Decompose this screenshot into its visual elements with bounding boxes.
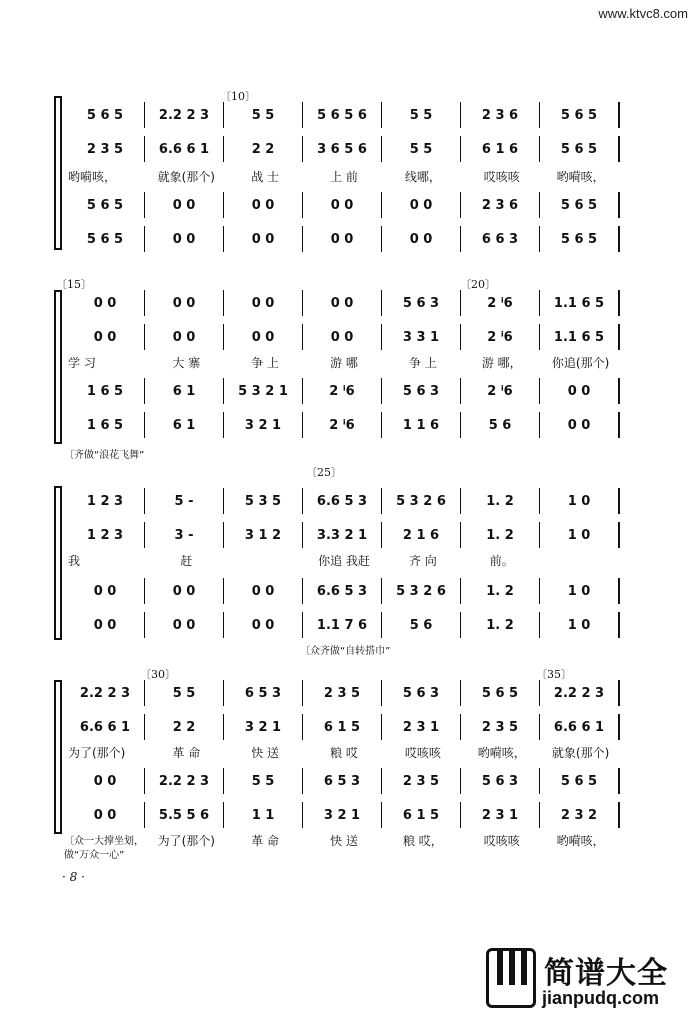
- measure: 1. 2: [461, 578, 540, 604]
- measure: 2 ⁱ6: [461, 378, 540, 404]
- measure: 5 6 3: [382, 290, 461, 316]
- measure: 2 ⁱ6: [461, 324, 540, 350]
- measure: 5 6 5: [540, 102, 620, 128]
- lyric: 就象(那个): [157, 169, 215, 184]
- measure: 0 0: [224, 578, 303, 604]
- measure: 1.1 6 5: [540, 324, 620, 350]
- measure: 0 0: [66, 324, 145, 350]
- measure: 0 0: [382, 192, 461, 218]
- measure: 0 0: [145, 226, 224, 252]
- logo-name: 简谱大全: [544, 956, 668, 991]
- measure: 2 2: [145, 714, 224, 740]
- measure: 1 1 6: [382, 412, 461, 438]
- site-url: www.ktvc8.com: [598, 6, 688, 21]
- measure: 6 1: [145, 378, 224, 404]
- lyric: 赶: [180, 553, 193, 568]
- measure: 2.2 2 3: [540, 680, 620, 706]
- lyric: 学 习: [68, 355, 96, 370]
- measure: 5 3 5: [224, 488, 303, 514]
- measure: 0 0: [145, 192, 224, 218]
- measure: 2 2: [224, 136, 303, 162]
- measure: 5 3 2 6: [382, 578, 461, 604]
- measure: 5 5: [224, 768, 303, 794]
- measure: 0 0: [145, 612, 224, 638]
- measure: 3 6 5 6: [303, 136, 382, 162]
- measure: 1 1: [224, 802, 303, 828]
- system-left-barline: [60, 96, 62, 250]
- measure: 0 0: [382, 226, 461, 252]
- part-row-3: [66, 578, 620, 604]
- measure: 6 1: [145, 412, 224, 438]
- measure: 0 0: [303, 192, 382, 218]
- lyric: 线哪，: [404, 169, 441, 184]
- lyric: 争 上: [251, 355, 280, 370]
- measure: 3.3 2 1: [303, 522, 382, 548]
- lyric: 粮 哎，: [402, 833, 443, 848]
- measure: 5 6 5: [540, 226, 620, 252]
- measure: 0 0: [303, 290, 382, 316]
- measure: 0 0: [224, 192, 303, 218]
- measure: 2 3 1: [382, 714, 461, 740]
- part-row-4: [66, 802, 620, 828]
- lyric-row: [68, 166, 620, 186]
- performance-annotation-2: 做“万众一心”: [64, 850, 125, 861]
- measure: 6 1 6: [461, 136, 540, 162]
- system-left-barline: [60, 290, 62, 444]
- measure: 0 0: [303, 226, 382, 252]
- measure: 5.5 5 6: [145, 802, 224, 828]
- measure: 0 0: [145, 324, 224, 350]
- part-row-4: [66, 226, 620, 252]
- bar-number-30: 〔30〕: [140, 668, 176, 681]
- lyric: 革 命: [251, 833, 280, 848]
- measure: 2 3 5: [66, 136, 145, 162]
- measure: 2 ⁱ6: [303, 412, 382, 438]
- part-row-1: [66, 488, 620, 514]
- measure: 1. 2: [461, 488, 540, 514]
- measure: 1 2 3: [66, 488, 145, 514]
- measure: 6 5 3: [224, 680, 303, 706]
- measure: 0 0: [145, 578, 224, 604]
- part-row-4: [66, 412, 620, 438]
- score-system-4: [60, 668, 620, 861]
- lyric: 战 士: [251, 169, 280, 184]
- measure: 6.6 5 3: [303, 488, 382, 514]
- measure: 0 0: [540, 378, 620, 404]
- measure: 5 5: [224, 102, 303, 128]
- measure: 2 3 5: [382, 768, 461, 794]
- measure: 2 ⁱ6: [461, 290, 540, 316]
- measure: 1 0: [540, 612, 620, 638]
- measure: 0 0: [224, 324, 303, 350]
- measure: 5 6 3: [382, 378, 461, 404]
- measure: 5 3 2 1: [224, 378, 303, 404]
- measure: 6 6 3: [461, 226, 540, 252]
- measure: 6.6 6 1: [145, 136, 224, 162]
- system-left-barline: [60, 680, 62, 834]
- page-number: · 8 ·: [62, 870, 85, 884]
- part-row-2: [66, 714, 620, 740]
- measure: 2 3 5: [303, 680, 382, 706]
- bar-number-35: 〔35〕: [536, 668, 572, 681]
- measure: 1. 2: [461, 522, 540, 548]
- measure: 2 1 6: [382, 522, 461, 548]
- measure: 5 3 2 6: [382, 488, 461, 514]
- part-row-1: [66, 290, 620, 316]
- measure: 2 3 2: [540, 802, 620, 828]
- measure: 2 3 1: [461, 802, 540, 828]
- lyric: 上 前: [330, 169, 358, 184]
- measure: 1 6 5: [66, 378, 145, 404]
- measure: 2 3 5: [461, 714, 540, 740]
- lyric: 粮 哎: [330, 745, 358, 760]
- part-row-4: [66, 612, 620, 638]
- measure: 5 -: [145, 488, 224, 514]
- piano-keys-icon: [486, 948, 536, 1008]
- part-row-2: [66, 324, 620, 350]
- measure: 0 0: [66, 768, 145, 794]
- measure: 1.1 7 6: [303, 612, 382, 638]
- measure: 0 0: [303, 324, 382, 350]
- part-row-3: [66, 378, 620, 404]
- measure: 2 3 6: [461, 102, 540, 128]
- measure: 5 6 5: [66, 192, 145, 218]
- measure: 2 ⁱ6: [303, 378, 382, 404]
- lyric: 快 送: [330, 833, 358, 848]
- score-system-2: [56, 278, 620, 461]
- measure: 5 6 5: [461, 680, 540, 706]
- lyric: 哟嗬咳，: [477, 745, 526, 760]
- lyric-row: [68, 550, 620, 570]
- part-row-3: [66, 768, 620, 794]
- lyric: 就象(那个): [551, 745, 610, 760]
- part-row-3: [66, 192, 620, 218]
- measure: 6.6 5 3: [303, 578, 382, 604]
- lyric-row: [68, 352, 620, 372]
- lyric: 争 上: [408, 355, 437, 370]
- measure: 5 6 5: [540, 136, 620, 162]
- lyric: 你追(那个): [551, 355, 610, 370]
- bar-number-20: 〔20〕: [460, 278, 496, 291]
- lyric: 为了(那个): [68, 745, 126, 760]
- measure: 3 -: [145, 522, 224, 548]
- performance-annotation: 〔齐做“浪花飞舞”: [64, 450, 145, 461]
- measure: 1 0: [540, 488, 620, 514]
- measure: 5 6 5 6: [303, 102, 382, 128]
- lyric: 大 寨: [172, 355, 201, 370]
- part-row-1: [66, 102, 620, 128]
- measure: 5 5: [382, 136, 461, 162]
- score-system-3: [60, 466, 620, 657]
- measure: 3 2 1: [303, 802, 382, 828]
- lyric: 哎咳咳: [404, 745, 441, 760]
- measure: 2.2 2 3: [66, 680, 145, 706]
- lyric: 游 哪，: [481, 355, 522, 370]
- measure: 5 6 5: [540, 768, 620, 794]
- measure: 3 1 2: [224, 522, 303, 548]
- lyric: 我: [68, 553, 81, 568]
- measure: 6.6 6 1: [66, 714, 145, 740]
- measure: 0 0: [224, 226, 303, 252]
- lyric: 前。: [489, 553, 514, 568]
- measure: 5 6 5: [66, 102, 145, 128]
- measure: 0 0: [66, 290, 145, 316]
- lyric: 哎咳咳: [483, 833, 520, 848]
- lyric-row: [68, 742, 620, 762]
- measure: 2.2 2 3: [145, 768, 224, 794]
- lyric: 你追 我赶: [318, 553, 370, 568]
- lyric: 快 送: [251, 745, 280, 760]
- measure: 5 6 3: [382, 680, 461, 706]
- lyric: 哎咳咳: [483, 169, 520, 184]
- measure: 0 0: [66, 578, 145, 604]
- part-row-2: [66, 522, 620, 548]
- measure: 5 5: [145, 680, 224, 706]
- measure: 1 0: [540, 578, 620, 604]
- measure: 6 5 3: [303, 768, 382, 794]
- measure: 6 1 5: [382, 802, 461, 828]
- measure: 0 0: [145, 290, 224, 316]
- measure: 5 6 5: [66, 226, 145, 252]
- measure: 5 6: [461, 412, 540, 438]
- logo-url: jianpudq.com: [542, 988, 659, 1008]
- lyric: 为了(那个): [157, 833, 215, 848]
- measure: 5 6 5: [540, 192, 620, 218]
- lyric-row-2: [68, 830, 620, 850]
- lyric: 哟嗬咳，: [556, 169, 605, 184]
- part-row-1: [66, 680, 620, 706]
- score-system-1: [60, 90, 620, 256]
- measure: 0 0: [66, 802, 145, 828]
- lyric: 革 命: [172, 745, 201, 760]
- measure: 0 0: [540, 412, 620, 438]
- lyric: 游 哪: [330, 355, 358, 370]
- measure: 0 0: [224, 612, 303, 638]
- measure: 6.6 6 1: [540, 714, 620, 740]
- measure: 3 2 1: [224, 714, 303, 740]
- measure: 2 3 6: [461, 192, 540, 218]
- measure: 5 6 3: [461, 768, 540, 794]
- performance-annotation: 〔众齐做“自转搭巾”: [300, 646, 391, 657]
- site-logo: [486, 948, 696, 1014]
- system-left-barline: [60, 486, 62, 640]
- measure: 0 0: [224, 290, 303, 316]
- lyric: 齐 向: [408, 553, 437, 568]
- measure: 1. 2: [461, 612, 540, 638]
- lyric: 哟嗬咳，: [68, 169, 117, 184]
- bar-number-25: 〔25〕: [306, 466, 342, 479]
- measure: 0 0: [66, 612, 145, 638]
- bar-number-15: 〔15〕: [56, 278, 92, 291]
- lyric: 哟嗬咳，: [556, 833, 605, 848]
- measure: 6 1 5: [303, 714, 382, 740]
- measure: 1 2 3: [66, 522, 145, 548]
- measure: 5 6: [382, 612, 461, 638]
- measure: 5 5: [382, 102, 461, 128]
- part-row-2: [66, 136, 620, 162]
- bar-number-10: 〔10〕: [220, 90, 256, 103]
- measure: 1.1 6 5: [540, 290, 620, 316]
- performance-annotation: 〔众一大撑坐划，: [64, 836, 144, 847]
- measure: 1 0: [540, 522, 620, 548]
- measure: 1 6 5: [66, 412, 145, 438]
- measure: 2.2 2 3: [145, 102, 224, 128]
- measure: 3 2 1: [224, 412, 303, 438]
- measure: 3 3 1: [382, 324, 461, 350]
